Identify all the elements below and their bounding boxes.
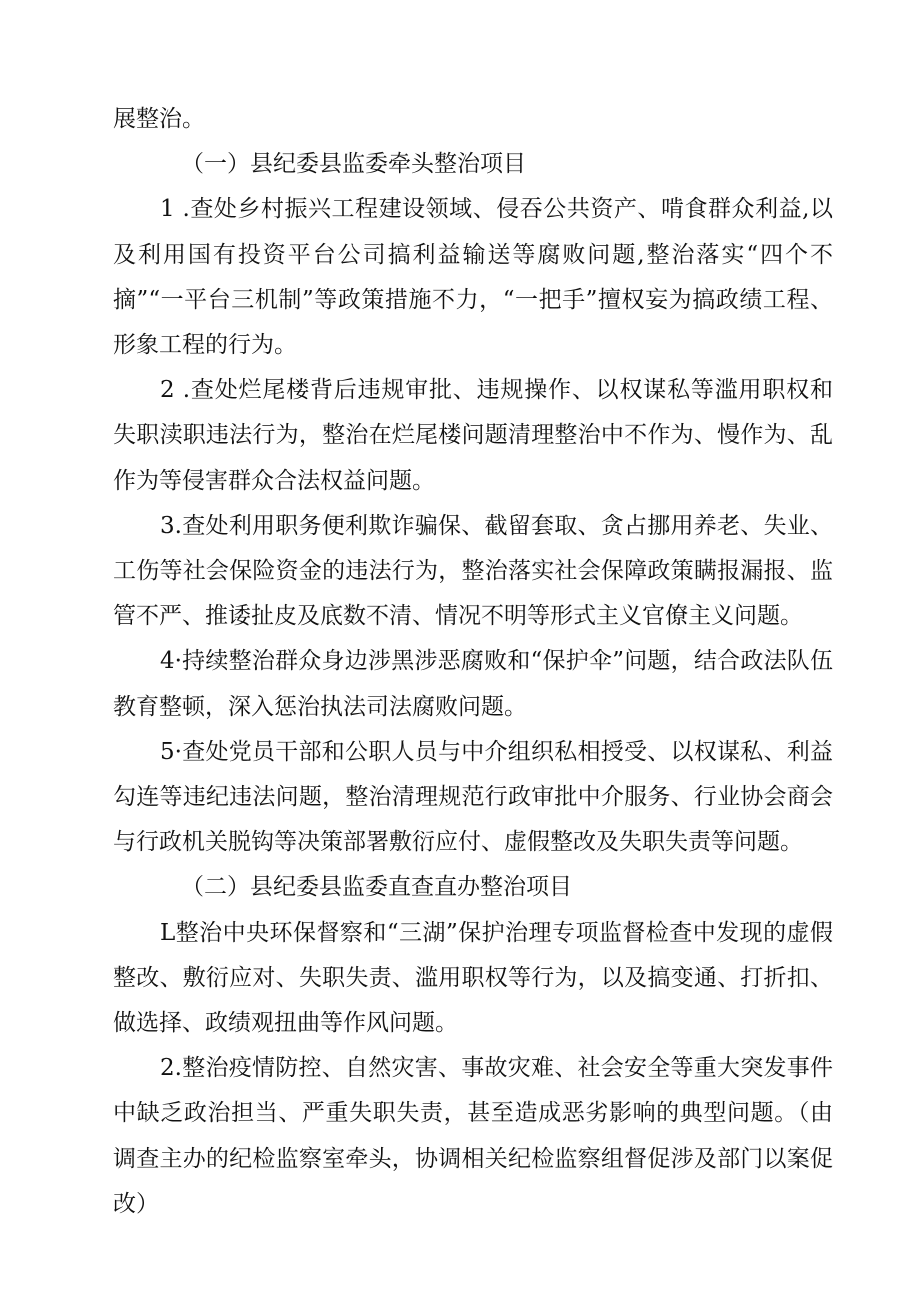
list-item-7: 2.整治疫情防控、自然灾害、事故灾难、社会安全等重大突发事件中缺乏政治担当、严重失职失责，甚至造成恶劣影响的典型问题。（由调查主办的纪检监察室牵头，协调相关纪检监察组督促涉及部门以案促改） — [113, 1055, 833, 1217]
document-body — [113, 97, 833, 1227]
section-heading-1: （一）县纪委县监委牵头整治项目 — [181, 151, 526, 178]
list-item-2: 2 .查处烂尾楼背后违规审批、违规操作、以权谋私等滥用职权和失职渎职违法行为，整治在烂尾楼问题清理整治中不作为、慢作为、乱作为等侵害群众合法权益问题。 — [113, 377, 833, 494]
list-item-5: 5·查处党员干部和公职人员与中介组织私相授受、以权谋私、利益勾连等违纪违法问题，整治清理规范行政审批中介服务、行业协会商会与行政机关脱钩等决策部署敷衍应付、虚假整改及失职失责等问题。 — [113, 738, 833, 856]
list-item-6: L整治中央环保督察和“三湖”保护治理专项监督检查中发现的虚假整改、敷衍应对、失职失责、滥用职权等行为，以及搞变通、打折扣、做选择、政绩观扭曲等作风问题。 — [113, 919, 833, 1037]
paragraph-continuation: 展整治。 — [113, 106, 205, 132]
list-item-3: 3.查处利用职务便利欺诈骗保、截留套取、贪占挪用养老、失业、工伤等社会保险资金的违法行为，整治落实社会保障政策瞒报漏报、监管不严、推诿扯皮及底数不清、情况不明等形式主义官僚主义问题。 — [113, 512, 833, 630]
list-item-4: 4·持续整治群众身边涉黑涉恶腐败和“保护伞”问题，结合政法队伍教育整顿，深入惩治执法司法腐败问题。 — [113, 648, 833, 720]
list-item-1: 1 .查处乡村振兴工程建设领域、侵吞公共资产、啃食群众利益,以及利用国有投资平台公司搞利益输送等腐败问题,整治落实“四个不摘”“一平台三机制”等政策措施不力，“一把手”擅权妄为搞政绩工程、形象工程的行为。 — [113, 196, 833, 359]
section-heading-2: （二）县纪委县监委直查直办整治项目 — [181, 874, 572, 901]
